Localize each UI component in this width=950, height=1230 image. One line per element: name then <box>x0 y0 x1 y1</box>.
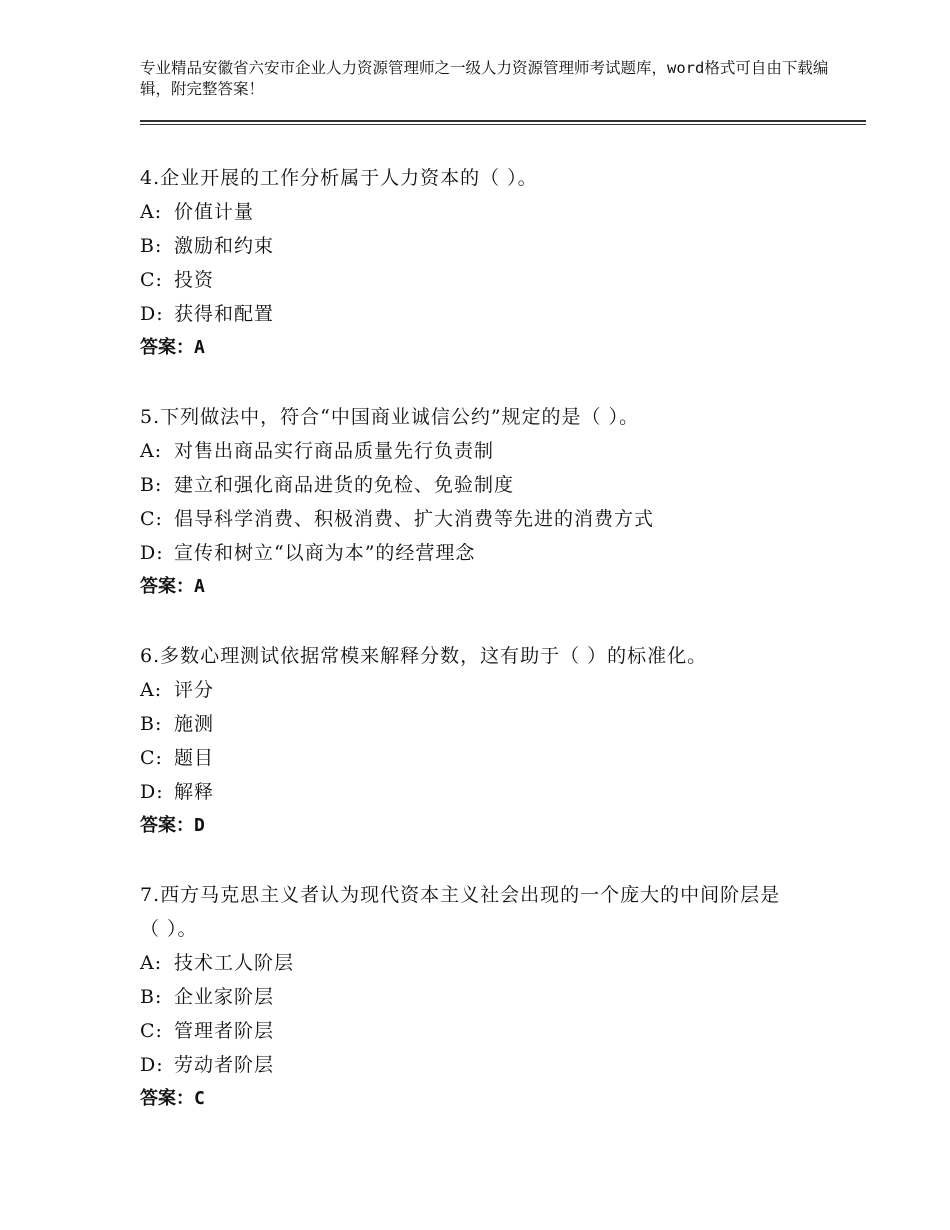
option-key: B: <box>140 474 163 496</box>
option-key: A: <box>140 440 163 462</box>
option-a <box>140 195 820 229</box>
option-d <box>140 1048 820 1082</box>
option-key: B: <box>140 235 163 257</box>
document-header: 专业精品安徽省六安市企业人力资源管理师之一级人力资源管理师考试题库，word格式可自由下载编辑，附完整答案！ <box>140 59 829 98</box>
answer-label: 答案： <box>140 815 194 836</box>
option-text: 对售出商品实行商品质量先行负责制 <box>174 440 495 462</box>
option-text: 技术工人阶层 <box>174 952 295 974</box>
option-d <box>140 536 820 570</box>
option-text: 宣传和树立“以商为本”的经营理念 <box>174 542 476 564</box>
option-b <box>140 229 820 263</box>
option-key: C: <box>140 747 163 769</box>
question-block <box>140 161 820 365</box>
option-c <box>140 1014 820 1048</box>
answer-label: 答案： <box>140 337 194 358</box>
option-text: 施测 <box>174 713 215 735</box>
option-key: A: <box>140 201 163 223</box>
option-a <box>140 946 820 980</box>
answer-label: 答案： <box>140 576 194 597</box>
option-text: 题目 <box>174 747 215 769</box>
question-stem: 4.企业开展的工作分析属于人力资本的（ ）。 <box>140 167 538 189</box>
answer-line <box>140 331 820 365</box>
option-text: 企业家阶层 <box>174 986 275 1008</box>
option-text: 投资 <box>174 269 215 291</box>
option-key: C: <box>140 508 163 530</box>
option-d <box>140 775 820 809</box>
option-b <box>140 468 820 502</box>
answer-value: D <box>194 815 205 836</box>
header-divider-thin <box>140 124 866 125</box>
option-key: D: <box>140 542 164 564</box>
option-text: 评分 <box>174 679 215 701</box>
question-stem: 5.下列做法中，符合“中国商业诚信公约”规定的是（ ）。 <box>140 406 640 428</box>
option-c <box>140 502 820 536</box>
option-key: D: <box>140 303 164 325</box>
option-text: 获得和配置 <box>174 303 275 325</box>
option-key: A: <box>140 952 163 974</box>
option-d <box>140 297 820 331</box>
option-b <box>140 707 820 741</box>
option-text: 价值计量 <box>174 201 255 223</box>
header-divider <box>140 120 866 122</box>
answer-line <box>140 570 820 604</box>
option-a <box>140 673 820 707</box>
option-key: A: <box>140 679 163 701</box>
option-key: C: <box>140 269 163 291</box>
option-text: 解释 <box>174 781 215 803</box>
question-block <box>140 639 820 843</box>
option-key: C: <box>140 1020 163 1042</box>
question-stem: 6.多数心理测试依据常模来解释分数，这有助于（ ）的标准化。 <box>140 645 708 667</box>
option-a <box>140 434 820 468</box>
question-block <box>140 878 820 1116</box>
answer-value: A <box>194 576 205 597</box>
option-c <box>140 263 820 297</box>
option-text: 管理者阶层 <box>174 1020 275 1042</box>
answer-line <box>140 1082 820 1116</box>
option-key: B: <box>140 986 163 1008</box>
answer-value: A <box>194 337 205 358</box>
option-text: 倡导科学消费、积极消费、扩大消费等先进的消费方式 <box>174 508 655 530</box>
option-text: 激励和约束 <box>174 235 275 257</box>
question-block <box>140 400 820 604</box>
option-key: B: <box>140 713 163 735</box>
option-key: D: <box>140 1054 164 1076</box>
option-text: 建立和强化商品进货的免检、免验制度 <box>174 474 515 496</box>
option-b <box>140 980 820 1014</box>
question-stem: 7.西方马克思主义者认为现代资本主义社会出现的一个庞大的中间阶层是（ ）。 <box>140 884 781 940</box>
option-text: 劳动者阶层 <box>174 1054 275 1076</box>
answer-line <box>140 809 820 843</box>
option-c <box>140 741 820 775</box>
answer-value: C <box>194 1088 205 1109</box>
option-key: D: <box>140 781 164 803</box>
answer-label: 答案： <box>140 1088 194 1109</box>
